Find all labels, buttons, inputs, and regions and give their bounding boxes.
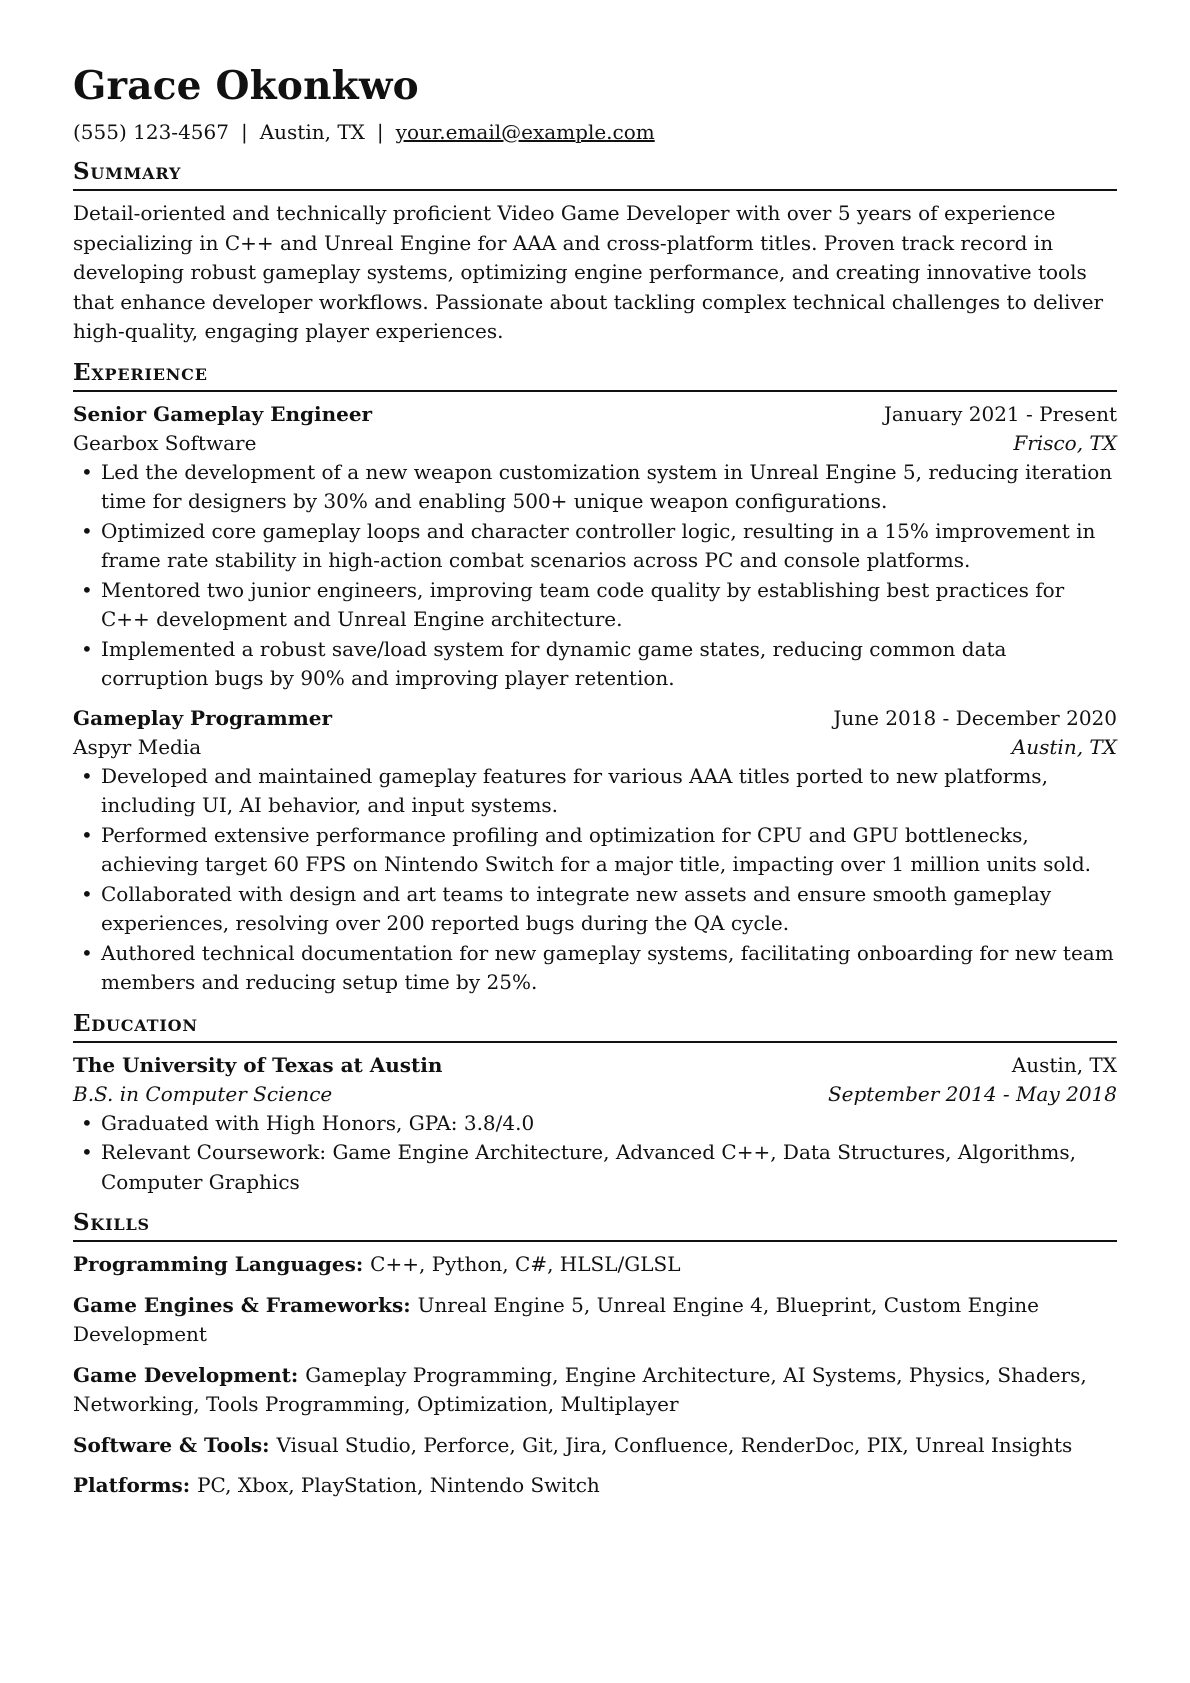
skill-row — [73, 1471, 1117, 1501]
entry-subheader-row — [73, 1080, 1117, 1109]
job-location: Frisco, TX — [1013, 430, 1117, 455]
list-item — [73, 1109, 1117, 1139]
summary-text: Detail-oriented and technically proficient Video Game Developer with over 5 years of experience specializing in C++ and Unreal Engine for AAA and cross-platform titles. Proven track record in developing robust gameplay systems, optimizing engine performance, and creating innovative tools that enhance developer workflows. Passionate about tackling complex technical challenges to deliver high-quality, engaging player experiences. — [73, 201, 1104, 343]
skill-label: Platforms: — [73, 1473, 198, 1497]
job-bullet-list — [73, 458, 1117, 694]
bullet-icon: • — [81, 459, 93, 484]
job-location: Austin, TX — [1011, 734, 1117, 759]
entry-subheader-row — [73, 733, 1117, 762]
education-bullet-list — [73, 1109, 1117, 1198]
experience-entry — [73, 400, 1117, 694]
education-entry — [73, 1051, 1117, 1198]
bullet-icon: • — [81, 763, 93, 788]
list-item — [73, 635, 1117, 694]
bullet-icon: • — [81, 1140, 93, 1164]
education-section — [73, 1010, 1117, 1198]
company-name: Gearbox Software — [73, 430, 257, 455]
skill-row — [73, 1250, 1117, 1280]
bullet-text: Developed and maintained gameplay features for various AAA titles ported to new platforms, including UI, AI behavior, and input systems. — [101, 763, 1048, 817]
skill-value: Visual Studio, Perforce, Git, Jira, Confluence, RenderDoc, PIX, Unreal Insights — [276, 1432, 1073, 1457]
entry-header-row — [73, 1051, 1117, 1080]
section-title-education: Education — [73, 1010, 1117, 1043]
bullet-icon: • — [81, 1110, 93, 1135]
bullet-icon: • — [81, 577, 93, 602]
summary-section — [73, 158, 1117, 347]
experience-entry — [73, 704, 1117, 998]
skills-section — [73, 1209, 1117, 1501]
entry-subheader-row — [73, 429, 1117, 458]
section-title-skills: Skills — [73, 1209, 1117, 1242]
contact-separator: | — [376, 120, 384, 144]
experience-section — [73, 359, 1117, 998]
skill-value: C++, Python, C#, HLSL/GLSL — [370, 1252, 681, 1276]
bullet-text: Led the development of a new weapon customization system in Unreal Engine 5, reducing iteration time for designers by 30% and enabling 500+ unique weapon configurations. — [101, 459, 1113, 513]
location: Austin, TX — [259, 120, 365, 144]
contact-line — [73, 118, 1117, 146]
bullet-icon: • — [81, 940, 93, 965]
list-item — [73, 762, 1117, 821]
job-dates: June 2018 - December 2020 — [833, 705, 1117, 730]
job-dates: January 2021 - Present — [883, 401, 1117, 426]
school-name: The University of Texas at Austin — [73, 1052, 443, 1077]
entry-header-row — [73, 704, 1117, 733]
section-title-experience: Experience — [73, 359, 1117, 392]
skill-label: Game Development: — [73, 1362, 306, 1387]
bullet-text: Graduated with High Honors, GPA: 3.8/4.0 — [101, 1110, 535, 1135]
job-title: Gameplay Programmer — [73, 705, 333, 730]
skill-label: Software & Tools: — [73, 1432, 277, 1457]
bullet-text: Relevant Coursework: Game Engine Architecture, Advanced C++, Data Structures, Algorithms, Computer Graphics — [101, 1140, 1077, 1194]
candidate-name: Grace Okonkwo — [73, 63, 419, 109]
phone-number: (555) 123-4567 — [73, 120, 229, 144]
job-title: Senior Gameplay Engineer — [73, 401, 373, 426]
bullet-text: Collaborated with design and art teams to integrate new assets and ensure smooth gameplay experiences, resolving over 200 reported bugs during the QA cycle. — [101, 881, 1052, 935]
bullet-text: Mentored two junior engineers, improving team code quality by establishing best practices for C++ development and Unreal Engine architecture. — [101, 577, 1065, 631]
list-item — [73, 458, 1117, 517]
section-title-summary: Summary — [73, 158, 1117, 191]
email-link[interactable]: your.email@example.com — [395, 120, 655, 144]
skill-row — [73, 1291, 1117, 1350]
bullet-icon: • — [81, 822, 93, 847]
entry-header-row — [73, 400, 1117, 429]
list-item — [73, 576, 1117, 635]
list-item — [73, 1138, 1117, 1197]
skill-label: Programming Languages: — [73, 1252, 371, 1276]
bullet-text: Implemented a robust save/load system for dynamic game states, reducing common data corruption bugs by 90% and improving player retention. — [101, 636, 1007, 690]
contact-separator: | — [240, 120, 248, 144]
degree: B.S. in Computer Science — [73, 1081, 333, 1106]
bullet-text: Performed extensive performance profiling and optimization for CPU and GPU bottlenecks, achieving target 60 FPS on Nintendo Switch for a major title, impacting over 1 million units sold. — [101, 822, 1091, 876]
bullet-text: Authored technical documentation for new gameplay systems, facilitating onboarding for new team members and reducing setup time by 25%. — [101, 940, 1114, 994]
company-name: Aspyr Media — [73, 734, 202, 759]
skill-value: Gameplay Programming, Engine Architecture, AI Systems, Physics, Shaders, Networking, Tools Programming, Optimization, Multiplayer — [73, 1362, 1087, 1416]
skill-row — [73, 1431, 1117, 1461]
bullet-icon: • — [81, 518, 93, 543]
list-item — [73, 821, 1117, 880]
skill-value: PC, Xbox, PlayStation, Nintendo Switch — [197, 1473, 600, 1497]
list-item — [73, 517, 1117, 576]
skill-row — [73, 1361, 1117, 1420]
bullet-icon: • — [81, 636, 93, 661]
bullet-text: Optimized core gameplay loops and character controller logic, resulting in a 15% improvement in frame rate stability in high-action combat scenarios across PC and console platforms. — [101, 518, 1096, 572]
list-item — [73, 880, 1117, 939]
skill-value: Unreal Engine 5, Unreal Engine 4, Blueprint, Custom Engine Development — [73, 1292, 1040, 1346]
list-item — [73, 939, 1117, 998]
skill-label: Game Engines & Frameworks: — [73, 1292, 418, 1317]
school-location: Austin, TX — [1011, 1052, 1117, 1077]
bullet-icon: • — [81, 881, 93, 906]
education-dates: September 2014 - May 2018 — [827, 1081, 1117, 1106]
job-bullet-list — [73, 762, 1117, 998]
